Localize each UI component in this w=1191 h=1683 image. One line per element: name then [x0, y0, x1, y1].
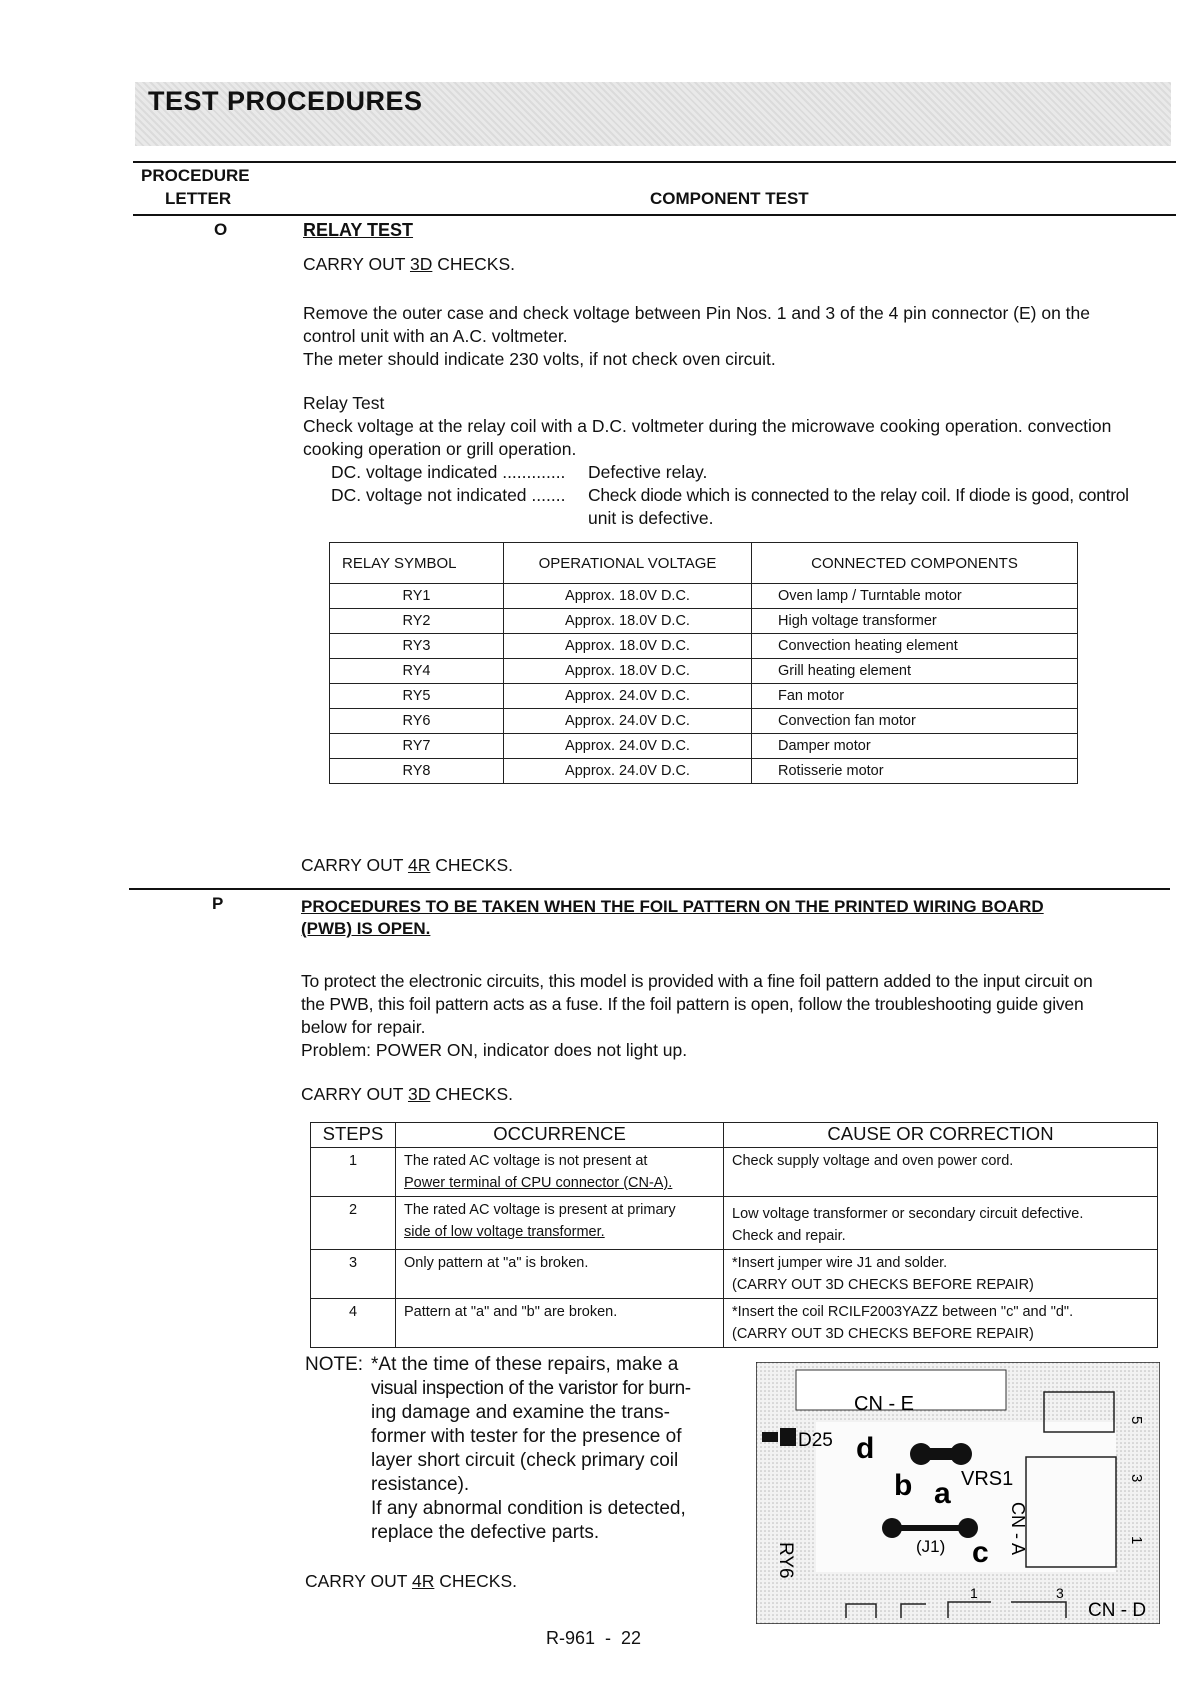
relay-symbol: RY4 [330, 659, 504, 684]
point-c-label: c [972, 1536, 989, 1569]
relay-symbol: RY2 [330, 609, 504, 634]
section-p-carry-out-1: CARRY OUT 3D CHECKS. [301, 1084, 514, 1104]
step-number: 1 [311, 1148, 396, 1197]
j1-label: (J1) [916, 1537, 946, 1556]
relay-voltage: Approx. 24.0V D.C. [504, 734, 752, 759]
relay-voltage: Approx. 24.0V D.C. [504, 684, 752, 709]
pin-1-bottom-label: 1 [970, 1585, 978, 1601]
pin-5-label: 5 [1128, 1416, 1145, 1425]
table-row [330, 684, 1078, 709]
column-header: CONNECTED COMPONENTS [752, 543, 1078, 584]
table-row [330, 584, 1078, 609]
relay-table-header [330, 543, 1078, 584]
relay-symbol: RY6 [330, 709, 504, 734]
diode-icon [762, 1432, 778, 1442]
column-header: STEPS [311, 1123, 396, 1148]
section-p-letter: P [212, 894, 224, 913]
occurrence-cell: The rated AC voltage is present at primary side of low voltage transformer. [396, 1197, 724, 1250]
diode-pad [780, 1428, 796, 1446]
column-header: RELAY SYMBOL [330, 543, 504, 584]
column-header: CAUSE OR CORRECTION [724, 1123, 1158, 1148]
note-text: *At the time of these repairs, make a visual inspection of the varistor for burn- ing damage and examine the trans- former with tester for the presence of layer short circuit (check primary coil resistance). If any abnormal condition is detected, replace the defective parts. [371, 1354, 691, 1543]
section-o-letter: O [214, 220, 228, 239]
table-row [330, 734, 1078, 759]
table-row [311, 1197, 1158, 1250]
varistor-body [926, 1448, 956, 1460]
steps-table [310, 1122, 1158, 1348]
relay-component: Oven lamp / Turntable motor [752, 584, 1078, 609]
pwb-diagram [756, 1362, 1160, 1624]
relay-table [329, 542, 1078, 784]
relay-voltage: Approx. 24.0V D.C. [504, 709, 752, 734]
occurrence-cell: Only pattern at "a" is broken. [396, 1250, 724, 1299]
column-header: OCCURRENCE [396, 1123, 724, 1148]
point-b-label: b [894, 1469, 913, 1502]
steps-table-header [311, 1123, 1158, 1148]
table-row [311, 1148, 1158, 1197]
cause-cell: Check supply voltage and oven power cord. [724, 1148, 1158, 1197]
vrs1-label: VRS1 [961, 1468, 1014, 1490]
relay-voltage: Approx. 18.0V D.C. [504, 584, 752, 609]
dc-not-indicated-result-2: unit is defective. [588, 508, 714, 528]
relay-symbol: RY8 [330, 759, 504, 784]
section-divider [129, 888, 1170, 890]
relay-component: Grill heating element [752, 659, 1078, 684]
section-p-heading: PROCEDURES TO BE TAKEN WHEN THE FOIL PATTERN ON THE PRINTED WIRING BOARD (PWB) IS OPEN. [301, 897, 1044, 938]
pin-3-bottom-label: 3 [1056, 1585, 1064, 1601]
component-test-label: COMPONENT TEST [650, 189, 809, 208]
occurrence-cell: The rated AC voltage is not present at Power terminal of CPU connector (CN-A). [396, 1148, 724, 1197]
relay-voltage: Approx. 18.0V D.C. [504, 609, 752, 634]
dc-not-indicated-label: DC. voltage not indicated ....... [331, 485, 566, 505]
point-d-label: d [856, 1432, 875, 1465]
section-o-carry-out-1: CARRY OUT 3D CHECKS. [303, 254, 516, 274]
cause-cell: *Insert jumper wire J1 and solder. (CARRY OUT 3D CHECKS BEFORE REPAIR) [724, 1250, 1158, 1299]
table-row [330, 709, 1078, 734]
column-header: OPERATIONAL VOLTAGE [504, 543, 752, 584]
header-bottom-rule [133, 214, 1176, 216]
relay-voltage: Approx. 18.0V D.C. [504, 634, 752, 659]
relay-component: Convection fan motor [752, 709, 1078, 734]
step-number: 3 [311, 1250, 396, 1299]
occurrence-cell: Pattern at "a" and "b" are broken. [396, 1299, 724, 1348]
relay-component: Convection heating element [752, 634, 1078, 659]
section-p-carry-out-2: CARRY OUT 4R CHECKS. [305, 1571, 518, 1591]
table-row [330, 609, 1078, 634]
table-row [311, 1299, 1158, 1348]
page-footer: R-961 - 22 [546, 1628, 642, 1648]
point-a-label: a [934, 1477, 951, 1510]
relay-symbol: RY1 [330, 584, 504, 609]
dc-not-indicated-result: Check diode which is connected to the relay coil. If diode is good, control [588, 485, 1129, 505]
jumper-wire-j1 [892, 1525, 968, 1531]
table-row [330, 759, 1078, 784]
step-number: 4 [311, 1299, 396, 1348]
relay-component: Rotisserie motor [752, 759, 1078, 784]
step-number: 2 [311, 1197, 396, 1250]
page-title: TEST PROCEDURES [148, 86, 423, 116]
relay-component: Damper motor [752, 734, 1078, 759]
table-row [311, 1250, 1158, 1299]
relay-test-paragraph: Relay Test Check voltage at the relay coil with a D.C. voltmeter during the microwave cooking operation. convection cooking operation or grill operation. [303, 393, 1112, 459]
table-row [330, 634, 1078, 659]
cn-d-label: CN - D [1088, 1600, 1147, 1621]
dc-indicated-result: Defective relay. [588, 462, 708, 482]
ry6-label: RY6 [775, 1542, 796, 1579]
section-o-para1: Remove the outer case and check voltage between Pin Nos. 1 and 3 of the 4 pin connector (E) on the control unit with an A.C. voltmeter. The meter should indicate 230 volts, if not check oven circuit. [303, 303, 1091, 369]
section-p-paragraph: To protect the electronic circuits, this model is provided with a fine foil pattern added to the input circuit on the PWB, this foil pattern acts as a fuse. If the foil pattern is open, follow the troubleshooting guide given below for repair. Problem: POWER ON, indicator does not light up. [301, 971, 1093, 1060]
letter-label: LETTER [165, 189, 232, 208]
relay-symbol: RY3 [330, 634, 504, 659]
d25-label: D25 [798, 1430, 833, 1451]
relay-symbol: RY5 [330, 684, 504, 709]
cause-cell: *Insert the coil RCILF2003YAZZ between "c" and "d". (CARRY OUT 3D CHECKS BEFORE REPAIR) [724, 1299, 1158, 1348]
cn-e-label: CN - E [854, 1393, 914, 1415]
cn-a-label: CN - A [1008, 1502, 1028, 1556]
cause-cell: Low voltage transformer or secondary circuit defective. Check and repair. [724, 1197, 1158, 1250]
relay-component: Fan motor [752, 684, 1078, 709]
note-label: NOTE: [305, 1354, 364, 1375]
header-top-rule [133, 161, 1176, 163]
pin-1-right-label: 1 [1128, 1536, 1145, 1545]
pin-3-right-label: 3 [1128, 1474, 1145, 1483]
table-row [330, 659, 1078, 684]
relay-voltage: Approx. 24.0V D.C. [504, 759, 752, 784]
section-o-carry-out-2: CARRY OUT 4R CHECKS. [301, 855, 514, 875]
relay-voltage: Approx. 18.0V D.C. [504, 659, 752, 684]
procedure-label: PROCEDURE [141, 166, 250, 185]
relay-component: High voltage transformer [752, 609, 1078, 634]
section-o-heading: RELAY TEST [303, 220, 414, 240]
relay-symbol: RY7 [330, 734, 504, 759]
dc-indicated-label: DC. voltage indicated ............. [331, 462, 566, 482]
